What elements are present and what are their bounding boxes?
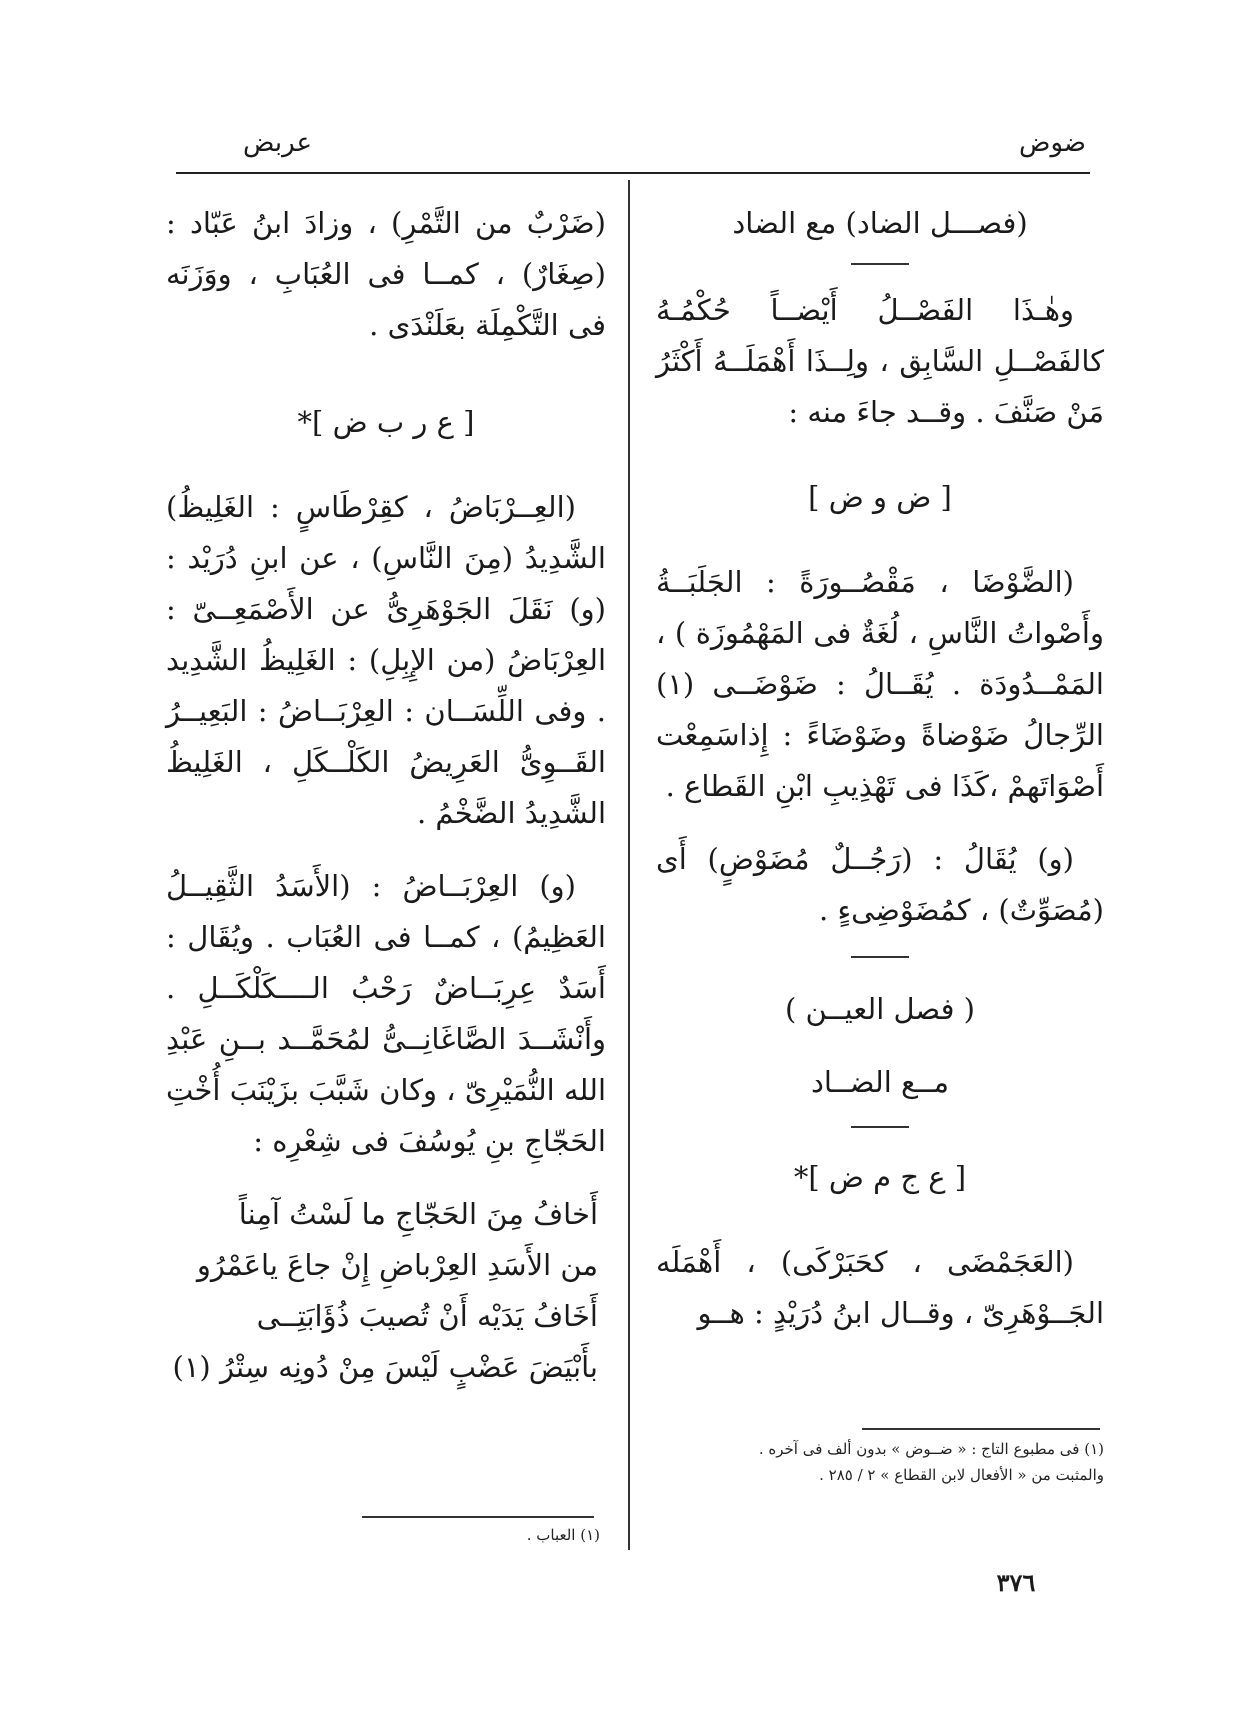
- entry-paragraph: (و) العِرْبَــاضُ : (الأَسَدُ الثَّقِيــلُ العَظِيمُ) ، كمــا فى العُبَاب . ويُقَال : أَسَدٌ عِرِبَــاضٌ رَحْبُ الــــكَلْكَــلِ . وأَنْشَــدَ الصَّاغَانِــىُّ لمُحَمَّــد بــنِ عَبْدِ الله النُّمَيْرِىّ ، وكان شَبَّبَ بزَيْنَبَ أُخْتِ الحَجّاجِ بنِ يُوسُفَ فى شِعْرِه :: [166, 869, 606, 1158]
- column-divider: [628, 180, 630, 1550]
- section-heading-ain: ( فصل العيــن ): [785, 992, 975, 1026]
- verse-line: أَخَافُ يَدَيْه أَنْ تُصيبَ ذُؤَابَتِــى: [256, 1299, 598, 1333]
- entry-heading-dwd: [ ض و ض ]: [808, 480, 952, 514]
- right-column: [656, 198, 1104, 1339]
- left-column: [166, 198, 606, 1393]
- footnote-rule-left: [362, 1516, 594, 1518]
- entry-paragraph: (العِــرْبَاضُ ، كقِرْطَاسٍ : الغَلِيظُ) الشَّدِيدُ (مِنَ النَّاسِ) ، عن ابنِ دُرَيْد : (و) نَقَلَ الجَوْهَرِىُّ عن الأَصْمَعِــىّ : العِرْبَاضُ (من الإِبِلِ) : الغَلِيظُ الشَّدِيد . وفى اللِّسَــان : العِرْبَــاضُ : البَعِيــرُ القَــوِىُّ العَرِيضُ الكَلْــكَلِ ، الغَلِيظُ الشَّدِيدُ الضَّخْمُ .: [166, 490, 606, 830]
- verse-line: من الأَسَدِ العِرْباضِ إِنْ جاعَ ياعَمْرُو: [196, 1248, 598, 1282]
- page-number: ٣٧٦: [996, 1568, 1036, 1597]
- header-rule: [176, 172, 1090, 174]
- running-head-right: ضوض: [1019, 128, 1086, 158]
- entry-heading-ajmd: [ ع ج م ض ]*: [793, 1160, 967, 1194]
- section-heading-dad: (فصـــل الضاد) مع الضاد: [732, 206, 1028, 240]
- footnote-right: [656, 1436, 1104, 1488]
- footnote-left: (١) العباب .: [526, 1526, 600, 1544]
- section-rule: [851, 1126, 909, 1128]
- section-intro: وهٰـذَا الفَصْــلُ أَيْضــاً حُكْمُـهُ كالفَصْــلِ السَّابِق ، ولِــذَا أَهْمَلَــهُ أَكْثَرُ مَنْ صَنَّفَ . وقــد جاءَ منه :: [656, 293, 1104, 429]
- section-subheading: مــع الضــاد: [811, 1065, 949, 1099]
- entry-heading-arbd: [ ع ر ب ض ]*: [297, 405, 475, 439]
- verse-line: أَخافُ مِنَ الحَجّاجِ ما لَسْتُ آمِناً: [238, 1197, 598, 1231]
- section-rule: [851, 956, 909, 958]
- verse-line: بأَبْيَضَ عَضْبٍ لَيْسَ مِنْ دُونِه سِتْرُ (١): [172, 1350, 598, 1384]
- footnote-line: والمثبت من « الأفعال لابن القطاع » ٢ / ٢٨٥ .: [819, 1466, 1104, 1484]
- continuation-paragraph: (ضَرْبٌ من التَّمْرِ) ، وزادَ ابنُ عَبّاد : (صِغَارٌ) ، كمــا فى العُبَابِ ، ووَزَنَه فى التَّكْمِلَة بعَلَنْدَى .: [166, 206, 606, 342]
- footnote-rule-right: [862, 1428, 1100, 1430]
- entry-paragraph: (العَجَمْضَى ، كحَبَرْكَى) ، أَهْمَلَه الجَــوْهَرِىّ ، وقــال ابنُ دُرَيْدٍ : هــو: [656, 1245, 1104, 1330]
- entry-paragraph: (الضَّوْضَا ، مَقْصُــورَةً : الجَلَبَــةُ وأَصْواتُ النَّاسِ ، لُغَةٌ فى المَهْمُوزَة ) ، المَمْــدُودَة . يُقَــالُ : ضَوْضَــى (١) الرِّجالُ ضَوْضاةً وضَوْضَاءً : إِذاسَمِعْت أَصْوَاتَهمْ ،كَذَا فى تَهْذِيبِ ابْنِ القَطاع .: [656, 565, 1104, 803]
- footnote-line: (١) فى مطبوع التاج : « ضــوض » بدون ألف فى آخره .: [758, 1440, 1104, 1458]
- running-head-left: عربض: [243, 128, 312, 158]
- section-rule: [851, 263, 909, 265]
- entry-paragraph: (و) يُقَالُ : (رَجُــلٌ مُضَوْضٍ) أَى (مُصَوِّتٌ) ، كمُضَوْضِىءٍ .: [656, 842, 1104, 927]
